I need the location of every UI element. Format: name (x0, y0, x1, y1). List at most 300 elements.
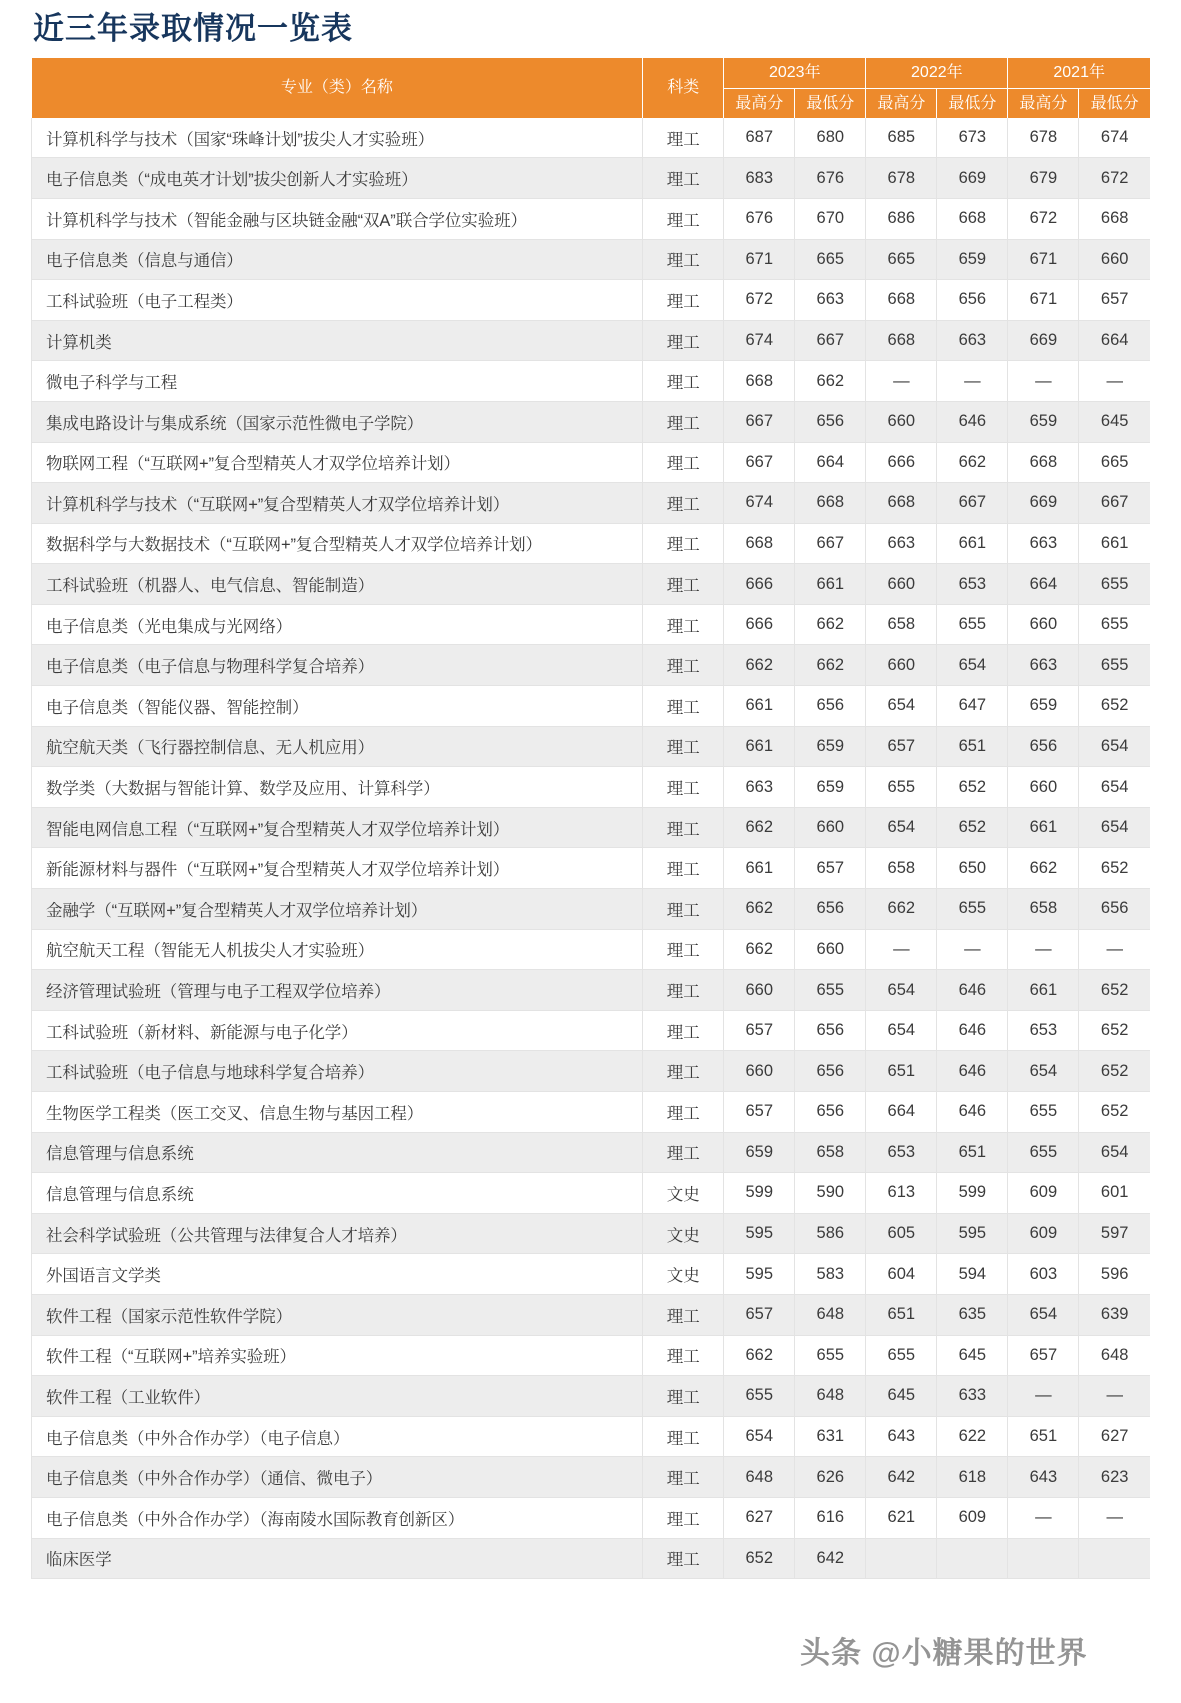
cell-score-2021-low (1079, 1538, 1150, 1579)
cell-score-2021-high: 672 (1008, 198, 1079, 239)
cell-score-2023-low: 656 (795, 686, 866, 727)
cell-major-name: 金融学（“互联网+”复合型精英人才双学位培养计划） (32, 889, 643, 930)
cell-score-2022-low (937, 1538, 1008, 1579)
cell-major-name: 电子信息类（中外合作办学）（电子信息） (32, 1416, 643, 1457)
cell-score-2023-low: 668 (795, 483, 866, 524)
header-2022-high: 最高分 (866, 88, 937, 118)
cell-score-2021-high: 655 (1008, 1132, 1079, 1173)
cell-score-2022-low: 647 (937, 686, 1008, 727)
table-row (32, 889, 1151, 930)
cell-score-2023-high: 652 (724, 1538, 795, 1579)
cell-score-2023-low: 655 (795, 1335, 866, 1376)
cell-score-2021-low: 656 (1079, 889, 1150, 930)
cell-score-2022-low: — (937, 929, 1008, 970)
cell-score-2021-high: 661 (1008, 970, 1079, 1011)
table-row (32, 158, 1151, 199)
cell-score-2022-low: 653 (937, 564, 1008, 605)
table-row (32, 1132, 1151, 1173)
cell-score-2023-low: 586 (795, 1213, 866, 1254)
table-row (32, 1416, 1151, 1457)
cell-score-2021-high: 663 (1008, 645, 1079, 686)
cell-score-2022-high: 642 (866, 1457, 937, 1498)
cell-major-name: 电子信息类（中外合作办学）（通信、微电子） (32, 1457, 643, 1498)
cell-score-2022-low: 655 (937, 889, 1008, 930)
cell-category: 理工 (643, 1497, 724, 1538)
cell-score-2021-low: 655 (1079, 645, 1150, 686)
cell-score-2022-high: 668 (866, 483, 937, 524)
cell-category: 理工 (643, 970, 724, 1011)
cell-category: 理工 (643, 442, 724, 483)
cell-category: 理工 (643, 1416, 724, 1457)
cell-score-2023-high: 595 (724, 1254, 795, 1295)
cell-score-2022-low: 645 (937, 1335, 1008, 1376)
cell-score-2023-high: 687 (724, 118, 795, 158)
cell-score-2021-high: 660 (1008, 767, 1079, 808)
cell-score-2023-high: 657 (724, 1294, 795, 1335)
cell-major-name: 计算机类 (32, 320, 643, 361)
cell-score-2021-low: 657 (1079, 280, 1150, 321)
cell-score-2022-low: 646 (937, 1010, 1008, 1051)
cell-category: 理工 (643, 239, 724, 280)
cell-score-2023-low: 667 (795, 320, 866, 361)
cell-score-2021-low: 654 (1079, 726, 1150, 767)
cell-score-2021-high: 603 (1008, 1254, 1079, 1295)
cell-major-name: 数据科学与大数据技术（“互联网+”复合型精英人才双学位培养计划） (32, 523, 643, 564)
cell-score-2021-high: 671 (1008, 239, 1079, 280)
cell-score-2021-high: 668 (1008, 442, 1079, 483)
cell-score-2023-low: 656 (795, 1092, 866, 1133)
cell-score-2023-low: 659 (795, 726, 866, 767)
cell-score-2021-high: — (1008, 1497, 1079, 1538)
table-row (32, 1497, 1151, 1538)
cell-score-2023-high: 668 (724, 361, 795, 402)
cell-score-2022-high: 654 (866, 1010, 937, 1051)
cell-score-2021-low: 654 (1079, 807, 1150, 848)
cell-score-2022-high: 604 (866, 1254, 937, 1295)
cell-score-2021-high: 669 (1008, 483, 1079, 524)
cell-score-2022-low: 668 (937, 198, 1008, 239)
cell-score-2021-low: 665 (1079, 442, 1150, 483)
cell-score-2021-low: 655 (1079, 564, 1150, 605)
cell-score-2022-low: 618 (937, 1457, 1008, 1498)
cell-major-name: 数学类（大数据与智能计算、数学及应用、计算科学） (32, 767, 643, 808)
cell-score-2022-high: 613 (866, 1173, 937, 1214)
table-row (32, 118, 1151, 158)
table-row (32, 1376, 1151, 1417)
cell-major-name: 电子信息类（光电集成与光网络） (32, 604, 643, 645)
table-row (32, 970, 1151, 1011)
cell-score-2022-low: 656 (937, 280, 1008, 321)
cell-score-2023-high: 662 (724, 1335, 795, 1376)
cell-score-2022-high: 668 (866, 320, 937, 361)
cell-major-name: 计算机科学与技术（“互联网+”复合型精英人才双学位培养计划） (32, 483, 643, 524)
cell-score-2023-low: 664 (795, 442, 866, 483)
cell-category: 理工 (643, 118, 724, 158)
cell-score-2021-high: 609 (1008, 1173, 1079, 1214)
cell-score-2022-high: 653 (866, 1132, 937, 1173)
cell-score-2021-high: 663 (1008, 523, 1079, 564)
cell-score-2022-high: — (866, 361, 937, 402)
cell-category: 理工 (643, 1538, 724, 1579)
cell-category: 理工 (643, 726, 724, 767)
cell-score-2022-high: 660 (866, 401, 937, 442)
cell-score-2022-high: 621 (866, 1497, 937, 1538)
cell-score-2023-low: 642 (795, 1538, 866, 1579)
table-row (32, 1051, 1151, 1092)
cell-score-2021-high: — (1008, 361, 1079, 402)
cell-score-2021-high: 651 (1008, 1416, 1079, 1457)
cell-score-2021-high: 643 (1008, 1457, 1079, 1498)
cell-score-2022-high: 660 (866, 645, 937, 686)
cell-score-2023-low: 631 (795, 1416, 866, 1457)
table-row (32, 564, 1151, 605)
table-row (32, 1538, 1151, 1579)
header-2021-low: 最低分 (1079, 88, 1150, 118)
cell-category: 理工 (643, 198, 724, 239)
table-row (32, 401, 1151, 442)
table-row (32, 1173, 1151, 1214)
cell-score-2022-low: 659 (937, 239, 1008, 280)
cell-major-name: 计算机科学与技术（智能金融与区块链金融“双A”联合学位实验班） (32, 198, 643, 239)
table-row (32, 686, 1151, 727)
table-row (32, 929, 1151, 970)
cell-score-2023-high: 667 (724, 401, 795, 442)
cell-score-2023-low: 656 (795, 1051, 866, 1092)
cell-major-name: 物联网工程（“互联网+”复合型精英人才双学位培养计划） (32, 442, 643, 483)
cell-major-name: 外国语言文学类 (32, 1254, 643, 1295)
cell-major-name: 生物医学工程类（医工交叉、信息生物与基因工程） (32, 1092, 643, 1133)
cell-score-2022-high: 666 (866, 442, 937, 483)
cell-score-2023-low: 660 (795, 807, 866, 848)
cell-score-2021-high: 671 (1008, 280, 1079, 321)
cell-category: 理工 (643, 158, 724, 199)
cell-score-2021-low: 668 (1079, 198, 1150, 239)
cell-score-2022-low: 595 (937, 1213, 1008, 1254)
cell-score-2021-low: 672 (1079, 158, 1150, 199)
cell-score-2021-high: 654 (1008, 1051, 1079, 1092)
cell-category: 理工 (643, 1335, 724, 1376)
cell-major-name: 软件工程（“互联网+”培养实验班） (32, 1335, 643, 1376)
cell-score-2023-low: 662 (795, 645, 866, 686)
cell-score-2023-high: 674 (724, 320, 795, 361)
cell-score-2021-high: 653 (1008, 1010, 1079, 1051)
cell-score-2022-high: 654 (866, 807, 937, 848)
cell-score-2022-low: 633 (937, 1376, 1008, 1417)
cell-major-name: 新能源材料与器件（“互联网+”复合型精英人才双学位培养计划） (32, 848, 643, 889)
cell-score-2022-low: 663 (937, 320, 1008, 361)
cell-score-2021-high: 655 (1008, 1092, 1079, 1133)
cell-score-2023-high: 648 (724, 1457, 795, 1498)
table-row (32, 1457, 1151, 1498)
cell-score-2021-low: 652 (1079, 686, 1150, 727)
cell-score-2023-high: 599 (724, 1173, 795, 1214)
cell-score-2022-high: 668 (866, 280, 937, 321)
cell-major-name: 信息管理与信息系统 (32, 1132, 643, 1173)
cell-score-2023-low: 659 (795, 767, 866, 808)
cell-category: 理工 (643, 686, 724, 727)
cell-score-2021-low: 674 (1079, 118, 1150, 158)
cell-score-2023-low: 670 (795, 198, 866, 239)
cell-score-2022-low: 646 (937, 401, 1008, 442)
cell-score-2021-low: 654 (1079, 767, 1150, 808)
cell-score-2021-low: 664 (1079, 320, 1150, 361)
cell-category: 理工 (643, 320, 724, 361)
cell-score-2023-low: 657 (795, 848, 866, 889)
cell-score-2022-low: 651 (937, 726, 1008, 767)
cell-score-2021-low: 660 (1079, 239, 1150, 280)
cell-major-name: 电子信息类（“成电英才计划”拔尖创新人才实验班） (32, 158, 643, 199)
cell-score-2023-low: 656 (795, 401, 866, 442)
cell-category: 文史 (643, 1173, 724, 1214)
cell-major-name: 电子信息类（中外合作办学）（海南陵水国际教育创新区） (32, 1497, 643, 1538)
cell-score-2023-low: 667 (795, 523, 866, 564)
cell-score-2022-low: 654 (937, 645, 1008, 686)
cell-score-2021-low: 627 (1079, 1416, 1150, 1457)
cell-major-name: 电子信息类（信息与通信） (32, 239, 643, 280)
table-row (32, 1010, 1151, 1051)
cell-score-2022-high: 686 (866, 198, 937, 239)
header-2023-low: 最低分 (795, 88, 866, 118)
cell-score-2023-high: 668 (724, 523, 795, 564)
cell-score-2023-high: 662 (724, 807, 795, 848)
cell-score-2021-low: 601 (1079, 1173, 1150, 1214)
cell-score-2021-low: — (1079, 929, 1150, 970)
header-year-2021: 2021年 (1008, 58, 1150, 89)
cell-category: 理工 (643, 807, 724, 848)
cell-category: 理工 (643, 929, 724, 970)
cell-score-2021-low: — (1079, 361, 1150, 402)
cell-major-name: 集成电路设计与集成系统（国家示范性微电子学院） (32, 401, 643, 442)
cell-score-2022-low: — (937, 361, 1008, 402)
table-row (32, 1294, 1151, 1335)
cell-category: 理工 (643, 604, 724, 645)
cell-major-name: 航空航天工程（智能无人机拔尖人才实验班） (32, 929, 643, 970)
cell-score-2023-low: 662 (795, 604, 866, 645)
header-2021-high: 最高分 (1008, 88, 1079, 118)
cell-major-name: 电子信息类（电子信息与物理科学复合培养） (32, 645, 643, 686)
cell-score-2022-low: 599 (937, 1173, 1008, 1214)
cell-score-2023-high: 661 (724, 686, 795, 727)
table-row (32, 1254, 1151, 1295)
cell-score-2021-high: 654 (1008, 1294, 1079, 1335)
cell-score-2021-low: 652 (1079, 1010, 1150, 1051)
cell-score-2022-low: 667 (937, 483, 1008, 524)
cell-score-2022-high: 664 (866, 1092, 937, 1133)
cell-category: 理工 (643, 1132, 724, 1173)
cell-category: 理工 (643, 280, 724, 321)
cell-score-2022-high: 651 (866, 1294, 937, 1335)
cell-category: 理工 (643, 483, 724, 524)
cell-score-2022-high: 655 (866, 767, 937, 808)
cell-score-2023-low: 665 (795, 239, 866, 280)
cell-score-2022-high: 660 (866, 564, 937, 605)
table-row (32, 645, 1151, 686)
cell-major-name: 工科试验班（新材料、新能源与电子化学） (32, 1010, 643, 1051)
table-row (32, 483, 1151, 524)
cell-category: 理工 (643, 1457, 724, 1498)
cell-score-2022-low: 661 (937, 523, 1008, 564)
cell-score-2021-low: 661 (1079, 523, 1150, 564)
cell-score-2022-high: 655 (866, 1335, 937, 1376)
cell-score-2023-high: 660 (724, 1051, 795, 1092)
header-2022-low: 最低分 (937, 88, 1008, 118)
cell-score-2022-low: 635 (937, 1294, 1008, 1335)
cell-score-2021-high: 678 (1008, 118, 1079, 158)
table-row (32, 767, 1151, 808)
cell-score-2022-low: 662 (937, 442, 1008, 483)
table-row (32, 198, 1151, 239)
cell-score-2022-high: 605 (866, 1213, 937, 1254)
cell-score-2021-low: 623 (1079, 1457, 1150, 1498)
page-title: 近三年录取情况一览表 (33, 11, 353, 46)
cell-category: 理工 (643, 1010, 724, 1051)
cell-score-2023-high: 662 (724, 929, 795, 970)
cell-score-2021-high: — (1008, 929, 1079, 970)
cell-score-2021-low: 655 (1079, 604, 1150, 645)
cell-score-2023-low: 616 (795, 1497, 866, 1538)
cell-category: 理工 (643, 1376, 724, 1417)
header-year-2023: 2023年 (724, 58, 866, 89)
cell-score-2021-high: 669 (1008, 320, 1079, 361)
cell-score-2022-low: 673 (937, 118, 1008, 158)
cell-score-2023-low: 656 (795, 1010, 866, 1051)
table-row (32, 442, 1151, 483)
cell-score-2023-high: 657 (724, 1010, 795, 1051)
cell-category: 理工 (643, 889, 724, 930)
cell-major-name: 信息管理与信息系统 (32, 1173, 643, 1214)
cell-score-2021-low: 648 (1079, 1335, 1150, 1376)
cell-score-2023-low: 655 (795, 970, 866, 1011)
header-2023-high: 最高分 (724, 88, 795, 118)
cell-category: 理工 (643, 361, 724, 402)
cell-major-name: 软件工程（工业软件） (32, 1376, 643, 1417)
cell-score-2021-low: — (1079, 1497, 1150, 1538)
cell-score-2023-low: 648 (795, 1294, 866, 1335)
cell-score-2021-high: 659 (1008, 401, 1079, 442)
cell-major-name: 经济管理试验班（管理与电子工程双学位培养） (32, 970, 643, 1011)
cell-score-2023-high: 674 (724, 483, 795, 524)
cell-score-2022-low: 646 (937, 1092, 1008, 1133)
cell-score-2023-high: 676 (724, 198, 795, 239)
table-row (32, 523, 1151, 564)
cell-major-name: 临床医学 (32, 1538, 643, 1579)
cell-score-2021-low: 596 (1079, 1254, 1150, 1295)
cell-score-2021-high: 658 (1008, 889, 1079, 930)
cell-score-2022-low: 650 (937, 848, 1008, 889)
cell-score-2023-low: 626 (795, 1457, 866, 1498)
cell-score-2023-high: 662 (724, 889, 795, 930)
cell-major-name: 工科试验班（电子工程类） (32, 280, 643, 321)
cell-score-2023-high: 663 (724, 767, 795, 808)
cell-score-2022-low: 622 (937, 1416, 1008, 1457)
header-row-year (32, 58, 1151, 89)
cell-score-2021-low: 667 (1079, 483, 1150, 524)
table-head (32, 58, 1151, 118)
cell-score-2023-high: 661 (724, 726, 795, 767)
table-row (32, 1213, 1151, 1254)
cell-score-2021-low: 645 (1079, 401, 1150, 442)
cell-score-2022-low: 646 (937, 1051, 1008, 1092)
cell-category: 理工 (643, 645, 724, 686)
cell-score-2022-high: 665 (866, 239, 937, 280)
table-body (32, 118, 1151, 1579)
cell-score-2023-high: 666 (724, 604, 795, 645)
cell-score-2022-high: 654 (866, 686, 937, 727)
cell-score-2021-low: 654 (1079, 1132, 1150, 1173)
cell-score-2022-high: 654 (866, 970, 937, 1011)
watermark: 头条 @小糖果的世界 (800, 1637, 1088, 1670)
cell-score-2022-high: 685 (866, 118, 937, 158)
cell-score-2023-high: 667 (724, 442, 795, 483)
cell-score-2021-high: 609 (1008, 1213, 1079, 1254)
table-row (32, 1335, 1151, 1376)
cell-score-2023-low: 663 (795, 280, 866, 321)
cell-score-2023-high: 672 (724, 280, 795, 321)
cell-score-2021-high: 659 (1008, 686, 1079, 727)
cell-major-name: 智能电网信息工程（“互联网+”复合型精英人才双学位培养计划） (32, 807, 643, 848)
cell-score-2021-high: 661 (1008, 807, 1079, 848)
cell-score-2021-low: 652 (1079, 848, 1150, 889)
cell-score-2023-high: 627 (724, 1497, 795, 1538)
cell-score-2021-low: 597 (1079, 1213, 1150, 1254)
cell-category: 文史 (643, 1213, 724, 1254)
cell-major-name: 航空航天类（飞行器控制信息、无人机应用） (32, 726, 643, 767)
cell-score-2023-high: 671 (724, 239, 795, 280)
table-row (32, 726, 1151, 767)
cell-score-2022-high: 658 (866, 604, 937, 645)
cell-category: 理工 (643, 848, 724, 889)
cell-category: 理工 (643, 1092, 724, 1133)
cell-score-2022-high: 643 (866, 1416, 937, 1457)
table-row (32, 848, 1151, 889)
cell-score-2021-high: 657 (1008, 1335, 1079, 1376)
admission-score-table (31, 58, 1150, 1579)
cell-score-2023-low: 656 (795, 889, 866, 930)
cell-category: 理工 (643, 767, 724, 808)
cell-score-2022-low: 652 (937, 807, 1008, 848)
cell-major-name: 计算机科学与技术（国家“珠峰计划”拔尖人才实验班） (32, 118, 643, 158)
cell-score-2023-high: 657 (724, 1092, 795, 1133)
cell-score-2022-high: 657 (866, 726, 937, 767)
cell-score-2023-high: 666 (724, 564, 795, 605)
table-row (32, 361, 1151, 402)
cell-score-2023-high: 654 (724, 1416, 795, 1457)
cell-category: 理工 (643, 1051, 724, 1092)
cell-score-2022-low: 609 (937, 1497, 1008, 1538)
cell-category: 理工 (643, 564, 724, 605)
cell-score-2022-high: 658 (866, 848, 937, 889)
cell-category: 文史 (643, 1254, 724, 1295)
cell-score-2023-low: 660 (795, 929, 866, 970)
cell-score-2022-low: 594 (937, 1254, 1008, 1295)
cell-major-name: 工科试验班（机器人、电气信息、智能制造） (32, 564, 643, 605)
cell-score-2022-high: 651 (866, 1051, 937, 1092)
cell-score-2021-low: — (1079, 1376, 1150, 1417)
cell-score-2022-high: 663 (866, 523, 937, 564)
cell-score-2023-high: 655 (724, 1376, 795, 1417)
header-year-2022: 2022年 (866, 58, 1008, 89)
cell-score-2021-high: 656 (1008, 726, 1079, 767)
table-row (32, 320, 1151, 361)
cell-score-2021-low: 652 (1079, 1092, 1150, 1133)
cell-score-2021-high: 662 (1008, 848, 1079, 889)
cell-score-2021-high: — (1008, 1376, 1079, 1417)
table-row (32, 604, 1151, 645)
header-category: 科类 (643, 58, 724, 118)
cell-score-2023-low: 680 (795, 118, 866, 158)
cell-major-name: 社会科学试验班（公共管理与法律复合人才培养） (32, 1213, 643, 1254)
cell-score-2021-low: 652 (1079, 970, 1150, 1011)
